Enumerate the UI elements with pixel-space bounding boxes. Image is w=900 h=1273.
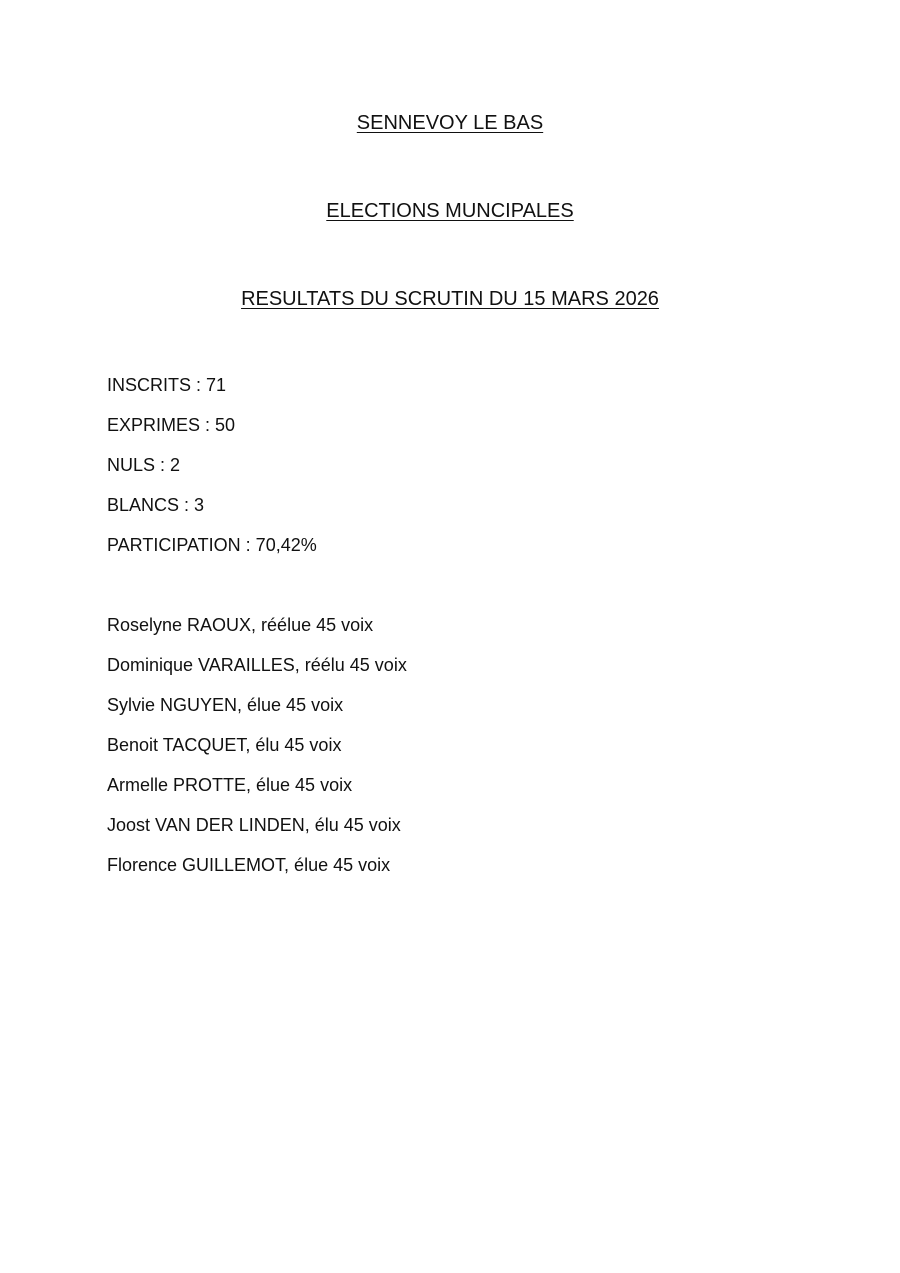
stats-block: [107, 373, 807, 573]
stat-participation: PARTICIPATION : 70,42%: [107, 535, 317, 555]
result-item: Armelle PROTTE, élue 45 voix: [107, 775, 353, 795]
results-subtitle: RESULTATS DU SCRUTIN DU 15 MARS 2026: [241, 288, 659, 310]
result-item: Joost VAN DER LINDEN, élu 45 voix: [107, 815, 401, 835]
result-item: Florence GUILLEMOT, élue 45 voix: [107, 855, 391, 875]
result-item: Benoit TACQUET, élu 45 voix: [107, 735, 342, 755]
stat-blancs: BLANCS : 3: [107, 495, 205, 515]
stat-exprimes: EXPRIMES : 50: [107, 415, 236, 435]
results-list: [107, 613, 807, 893]
stat-inscrits: INSCRITS : 71: [107, 375, 227, 395]
result-item: Roselyne RAOUX, réélue 45 voix: [107, 615, 374, 635]
commune-title: SENNEVOY LE BAS: [356, 112, 544, 134]
result-item: Sylvie NGUYEN, élue 45 voix: [107, 695, 344, 715]
election-title: ELECTIONS MUNCIPALES: [326, 200, 574, 222]
result-item: Dominique VARAILLES, réélu 45 voix: [107, 655, 407, 675]
stat-nuls: NULS : 2: [107, 455, 181, 475]
